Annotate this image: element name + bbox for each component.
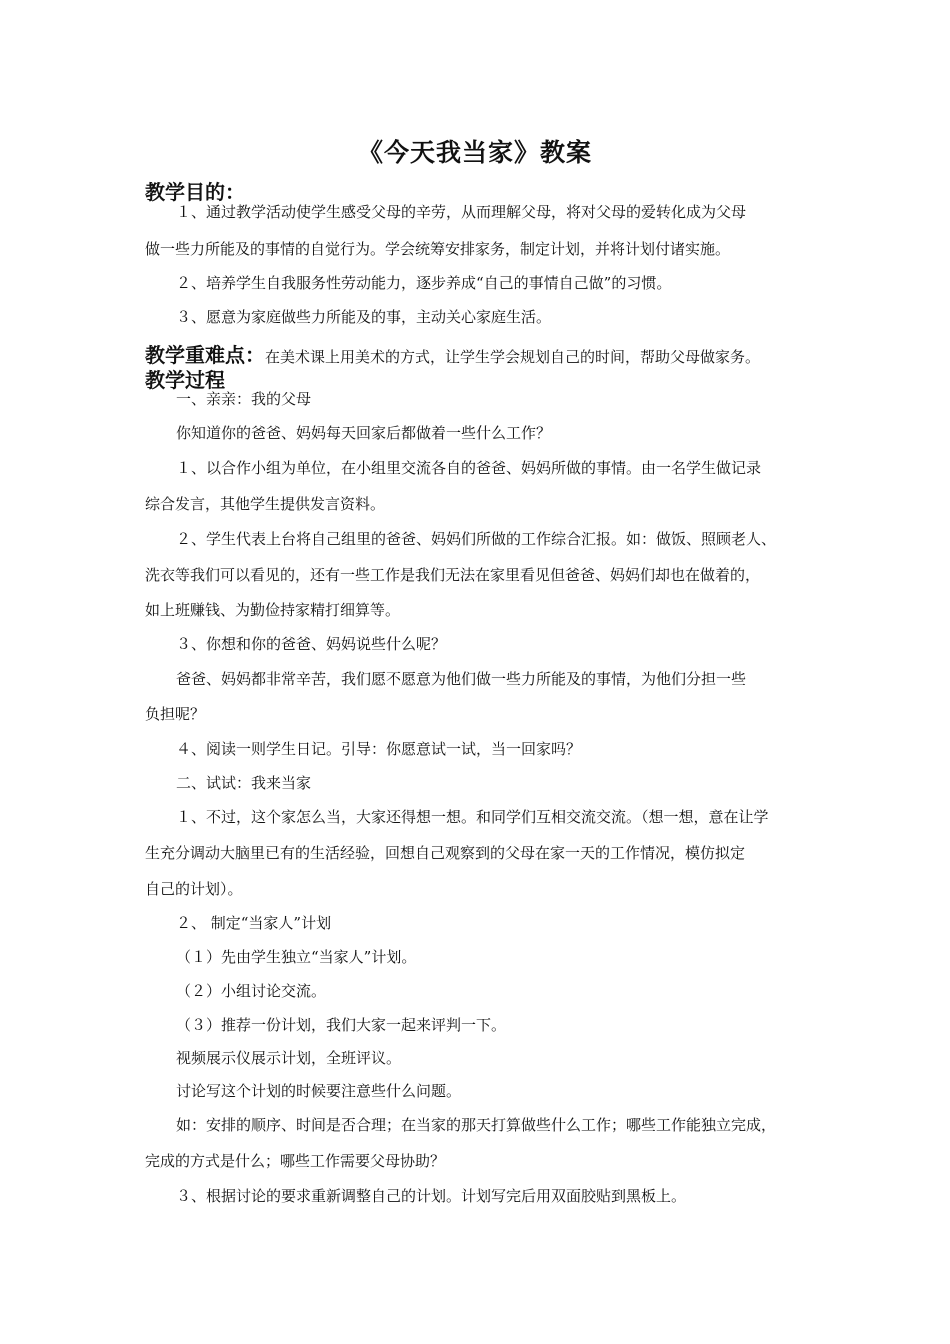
process-line: 综合发言，其他学生提供发言资料。 bbox=[145, 495, 386, 513]
process-line: （２）小组讨论交流。 bbox=[176, 982, 327, 1000]
key-points-label: 教学重难点： bbox=[145, 343, 265, 367]
process-line: 讨论写这个计划的时候要注意些什么问题。 bbox=[176, 1082, 462, 1100]
objectives-line: ２、培养学生自我服务性劳动能力，逐步养成“自己的事情自己做”的习惯。 bbox=[176, 274, 672, 292]
process-line: ２、 制定“当家人”计划 bbox=[176, 914, 332, 932]
process-line: １、以合作小组为单位，在小组里交流各自的爸爸、妈妈所做的事情。由一名学生做记录 bbox=[176, 459, 762, 477]
objectives-heading: 教学目的： bbox=[145, 180, 245, 204]
process-line: 视频展示仪展示计划，全班评议。 bbox=[176, 1049, 402, 1067]
process-line: 如上班赚钱、为勤俭持家精打细算等。 bbox=[145, 601, 401, 619]
process-heading: 教学过程 bbox=[145, 368, 225, 392]
process-line: 洗衣等我们可以看见的，还有一些工作是我们无法在家里看见但爸爸、妈妈们却也在做着的， bbox=[145, 566, 761, 584]
objectives-line: ３、愿意为家庭做些力所能及的事，主动关心家庭生活。 bbox=[176, 308, 552, 326]
objectives-line: １、通过教学活动使学生感受父母的辛劳，从而理解父母，将对父母的爱转化成为父母 bbox=[176, 203, 747, 221]
process-line: 生充分调动大脑里已有的生活经验，回想自己观察到的父母在家一天的工作情况，模仿拟定 bbox=[145, 844, 746, 862]
process-line: 如：安排的顺序、时间是否合理；在当家的那天打算做些什么工作；哪些工作能独立完成， bbox=[176, 1116, 777, 1134]
document-title: 《今天我当家》教案 bbox=[357, 138, 592, 167]
process-line: 你知道你的爸爸、妈妈每天回家后都做着一些什么工作？ bbox=[176, 424, 552, 442]
process-line: １、不过，这个家怎么当，大家还得想一想。和同学们互相交流交流。（想一想，意在让学 bbox=[176, 808, 769, 826]
process-line: 完成的方式是什么；哪些工作需要父母协助？ bbox=[145, 1152, 446, 1170]
process-line: （３）推荐一份计划，我们大家一起来评判一下。 bbox=[176, 1016, 507, 1034]
process-line: 爸爸、妈妈都非常辛苦，我们愿不愿意为他们做一些力所能及的事情，为他们分担一些 bbox=[176, 670, 747, 688]
process-line: ２、学生代表上台将自己组里的爸爸、妈妈们所做的工作综合汇报。如：做饭、照顾老人、 bbox=[176, 530, 777, 548]
process-line: （１）先由学生独立“当家人”计划。 bbox=[176, 948, 417, 966]
key-points-text: 在美术课上用美术的方式，让学生学会规划自己的时间，帮助父母做家务。 bbox=[265, 348, 761, 366]
process-line: ３、根据讨论的要求重新调整自己的计划。计划写完后用双面胶贴到黑板上。 bbox=[176, 1187, 687, 1205]
process-line: ４、阅读一则学生日记。引导：你愿意试一试，当一回家吗？ bbox=[176, 740, 582, 758]
objectives-line: 做一些力所能及的事情的自觉行为。学会统筹安排家务，制定计划，并将计划付诸实施。 bbox=[145, 240, 731, 258]
key-points-heading bbox=[145, 339, 760, 368]
process-line: 自己的计划）。 bbox=[145, 880, 243, 898]
process-line: 一、亲亲：我的父母 bbox=[176, 390, 312, 408]
process-line: 负担呢？ bbox=[145, 705, 206, 723]
process-line: 二、试试：我来当家 bbox=[176, 774, 312, 792]
process-line: ３、你想和你的爸爸、妈妈说些什么呢？ bbox=[176, 635, 447, 653]
